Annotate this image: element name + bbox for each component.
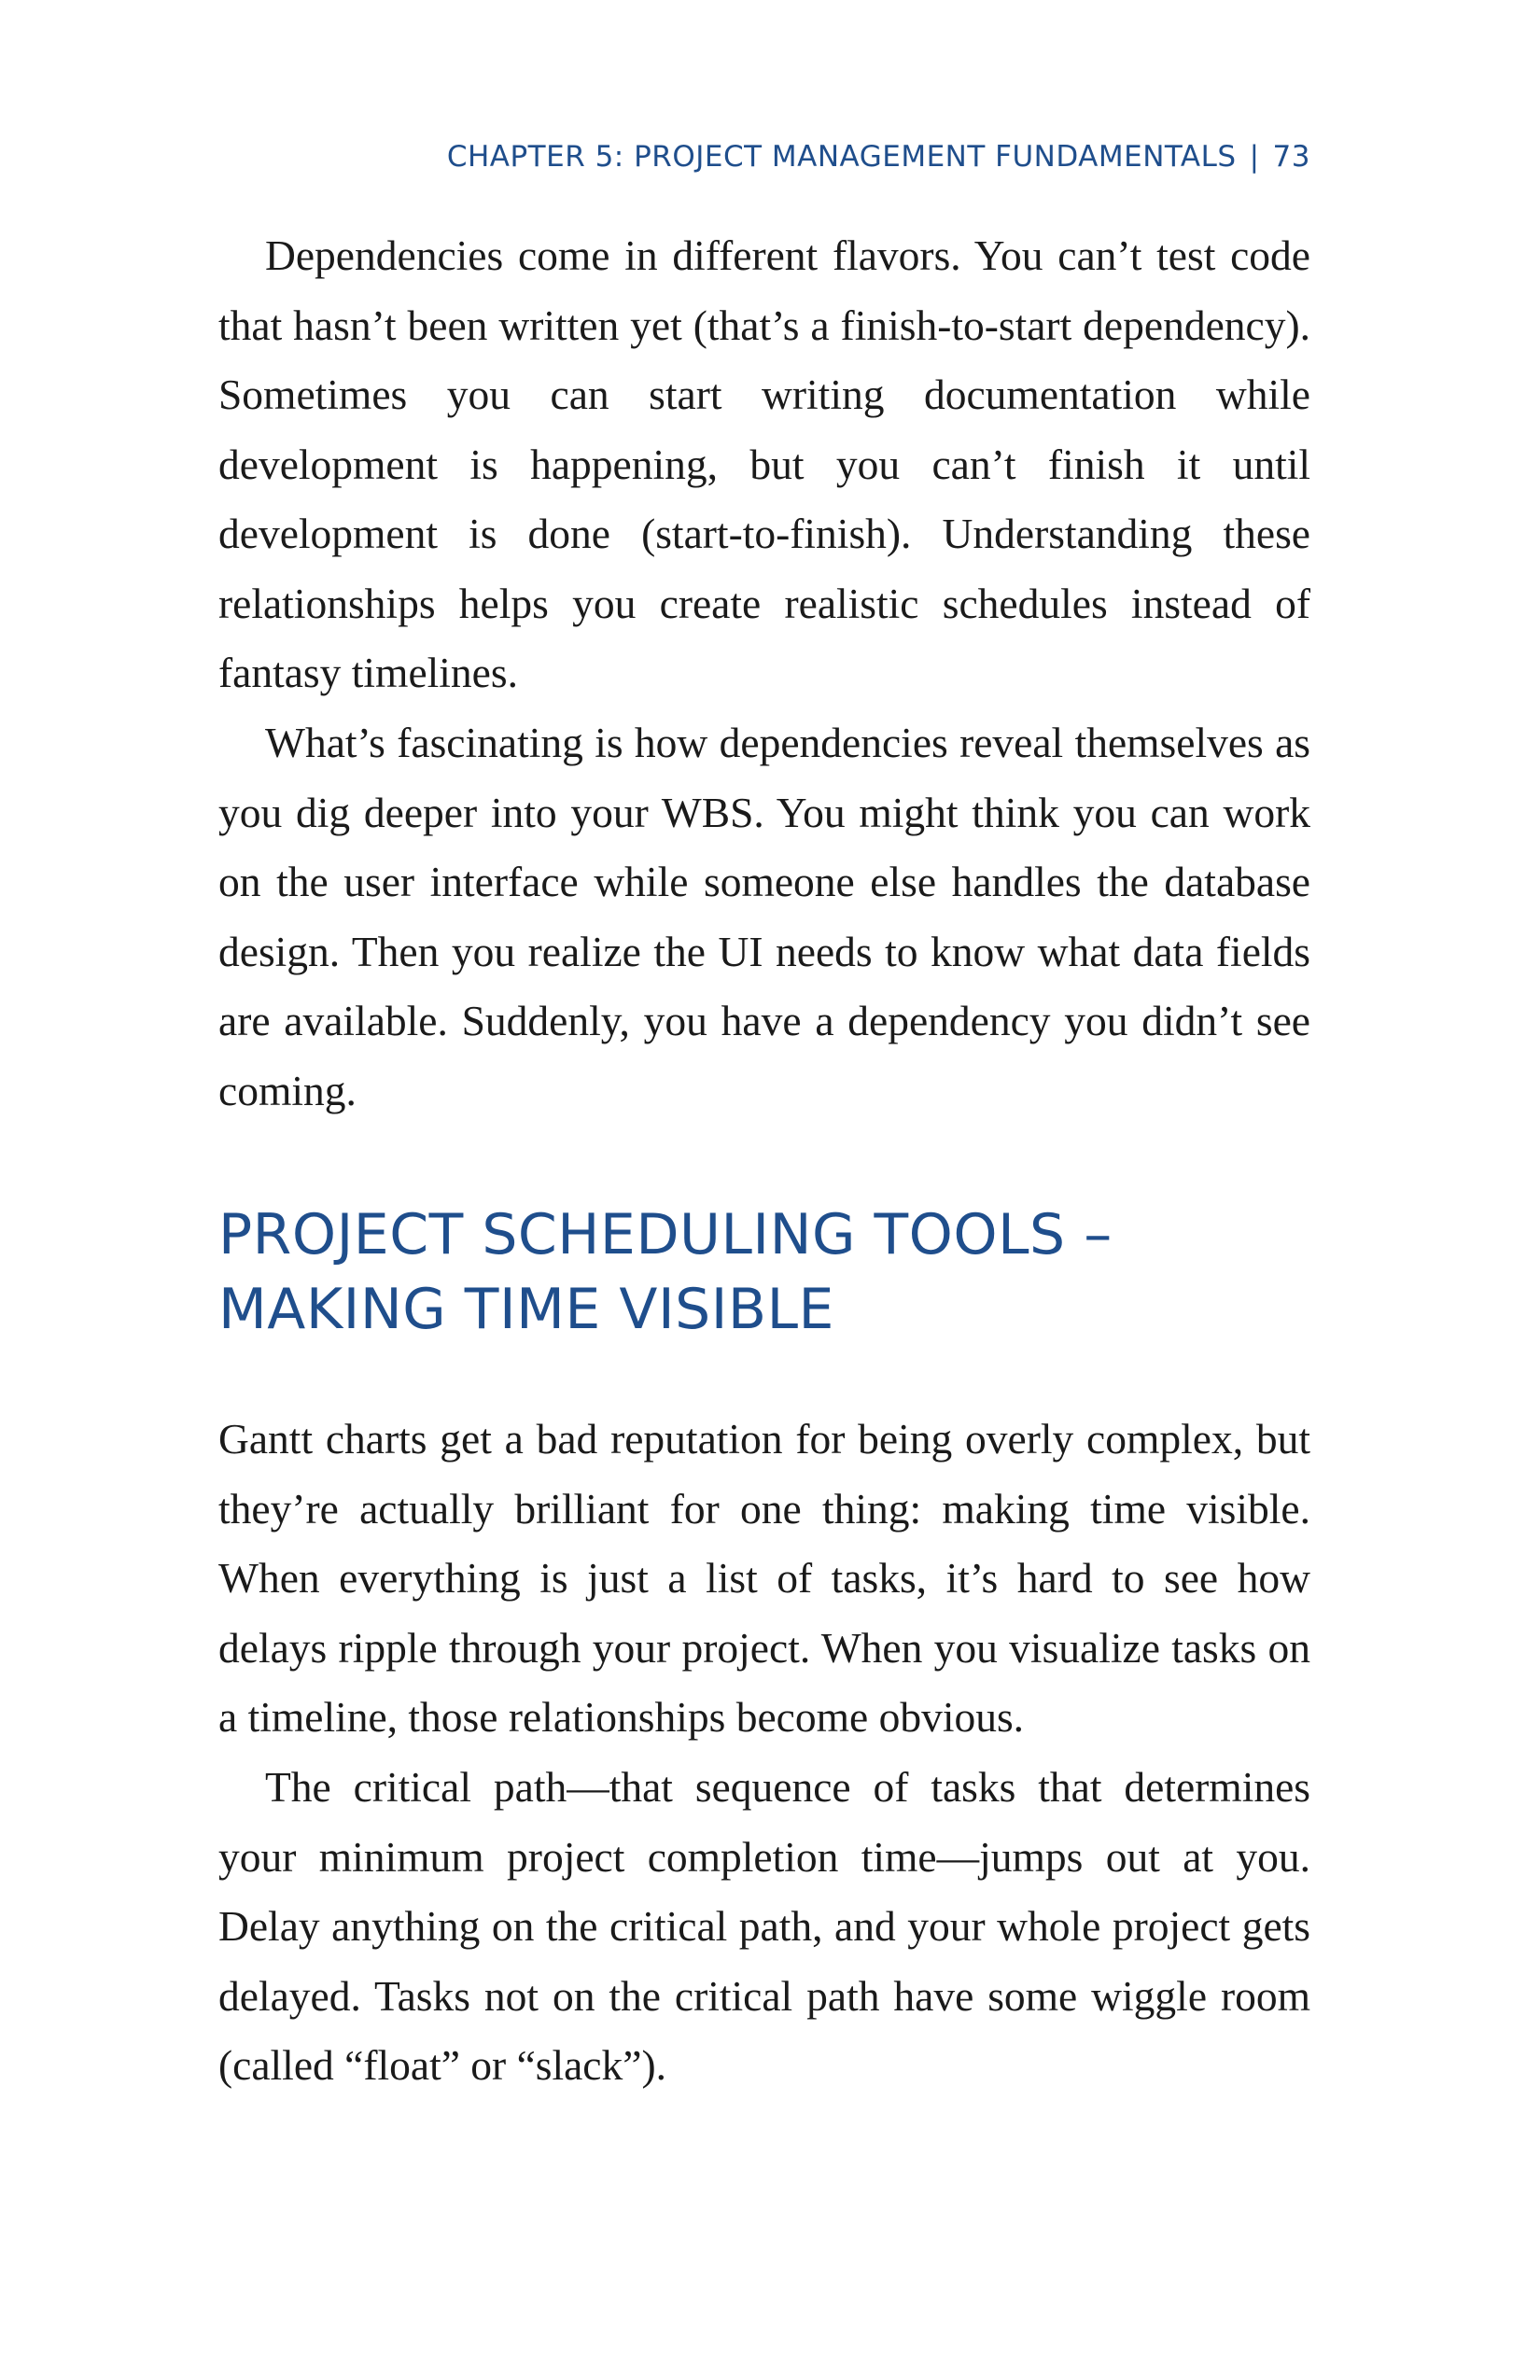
section-heading-line-2: MAKING TIME VISIBLE	[218, 1277, 834, 1342]
paragraph-gantt-charts: Gantt charts get a bad reputation for being overly complex, but they’re actually brilliant for one thing: making time visible. When everything is just a list of tasks, it’s hard to see how delays ripple through your project. When you visualize tasks on a timeline, those relationships become obvious.	[218, 1415, 1310, 1741]
paragraph-critical-path: The critical path—that sequence of tasks that determines your minimum project completion time—jumps out at you. Delay anything on the critical path, and your whole project gets delayed. Tasks not on the critical path have some wiggle room (called “float” or “slack”).	[218, 1763, 1310, 2089]
chapter-title: CHAPTER 5: PROJECT MANAGEMENT FUNDAMENTALS	[446, 140, 1237, 174]
section-heading	[218, 1197, 1310, 1347]
page-number: 73	[1272, 140, 1310, 174]
paragraph-dependencies-reveal: What’s fascinating is how dependencies reveal themselves as you dig deeper into your WBS. You might think you can work on the user interface while someone else handles the database design. Then you realize the UI needs to know what data fields are available. Suddenly, you have a dependency you didn’t see coming.	[218, 719, 1310, 1114]
running-header	[218, 140, 1310, 175]
section-heading-line-1: PROJECT SCHEDULING TOOLS –	[218, 1202, 1113, 1267]
header-separator: |	[1249, 140, 1260, 174]
paragraph-dependencies-flavors: Dependencies come in different flavors. You can’t test code that hasn’t been written yet (that’s a finish-to-start dependency). Sometimes you can start writing documentation while development is happening, but you can’t finish it until development is done (start-to-finish). Understanding these relationships helps you create realistic schedules instead of fantasy timelines.	[218, 231, 1310, 696]
